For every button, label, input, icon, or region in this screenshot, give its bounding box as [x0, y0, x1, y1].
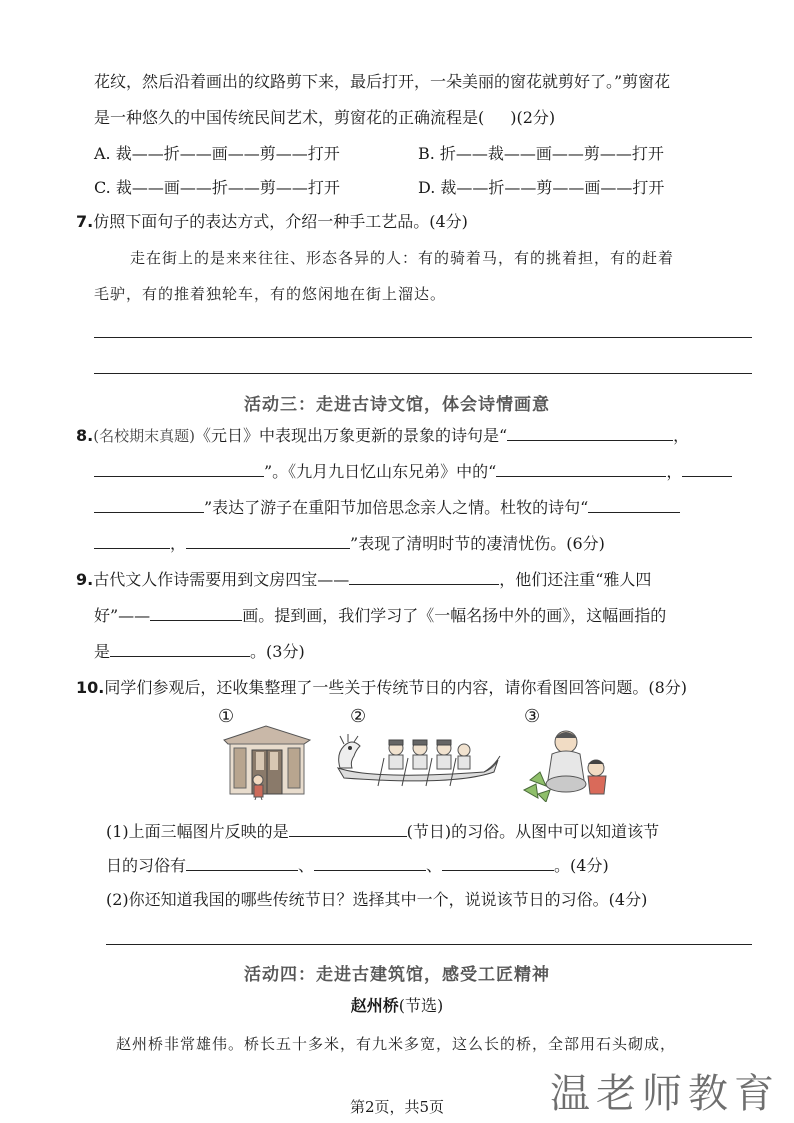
picture-label-2: ②	[350, 706, 367, 727]
q6-option-a: A. 裁——折——画——剪——打开	[94, 144, 340, 163]
q8-text1: 《元日》中表现出万象更新的景象的诗句是“	[194, 426, 508, 445]
passage-title-note: (节选)	[398, 996, 444, 1015]
q9-text2: ，他们还注重“雅人四	[499, 570, 652, 589]
q8-text4: ”表现了清明时节的凄清忧伤。(6分)	[350, 534, 605, 553]
festival-picture-2-dragon-boat	[334, 728, 502, 790]
picture-label-1: ①	[218, 706, 235, 727]
passage-line1: 赵州桥非常雄伟。桥长五十多米，有九米多宽，这么长的桥，全部用石头砌成，	[116, 1035, 677, 1053]
q6-option-c: C. 裁——画——折——剪——打开	[94, 178, 340, 197]
q10-sep1: 、	[298, 856, 315, 875]
picture-label-3: ③	[524, 706, 541, 727]
q9-blank-2[interactable]	[150, 606, 242, 621]
q8-text3: ”表达了游子在重阳节加倍思念亲人之情。杜牧的诗句“	[204, 498, 589, 517]
q8-number: 8.	[76, 426, 94, 445]
q6-line1: 花纹，然后沿着画出的纹路剪下来，最后打开，一朵美丽的窗花就剪好了。”剪窗花	[94, 72, 671, 91]
q9-line2	[94, 606, 666, 626]
q10-prompt	[76, 678, 687, 698]
festival-picture-1	[218, 722, 314, 800]
q9-text6: 。(3分)	[250, 642, 305, 661]
q8-comma2: ，	[666, 462, 683, 481]
passage-title: 赵州桥	[350, 996, 399, 1015]
q10-sub1-line1	[106, 822, 659, 842]
q7-sample-line1: 走在街上的是来来往往、形态各异的人：有的骑着马，有的挑着担，有的赶着	[130, 249, 675, 267]
q9-blank-1[interactable]	[349, 570, 499, 585]
q9-text1: 古代文人作诗需要用到文房四宝——	[93, 570, 350, 589]
q8-blank-1[interactable]	[507, 426, 673, 441]
q6-line2	[94, 108, 555, 128]
festival-picture-3-zongzi	[520, 724, 612, 802]
q8-text2: ”。《九月九日忆山东兄弟》中的“	[264, 462, 497, 481]
q7-sample-line2: 毛驴，有的推着独轮车，有的悠闲地在街上溜达。	[94, 285, 447, 303]
q10-sub2: (2)你还知道我国的哪些传统节日？选择其中一个，说说该节日的习俗。(4分)	[106, 890, 648, 909]
q9-text5: 是	[94, 642, 111, 661]
q10-sub1-score: 。(4分)	[554, 856, 609, 875]
q7-answer-line-2[interactable]	[94, 373, 752, 374]
q7-prompt	[76, 212, 468, 232]
q10-text: 同学们参观后，还收集整理了一些关于传统节日的内容，请你看图回答问题。(8分)	[104, 678, 688, 697]
q9-text4: 画。提到画，我们学习了《一幅名扬中外的画》，这幅画指的	[242, 606, 667, 625]
q9-line1	[76, 570, 651, 590]
q8-blank-2[interactable]	[94, 462, 264, 477]
q10-blank-custom-1[interactable]	[186, 856, 298, 871]
q10-sep2: 、	[426, 856, 443, 875]
q8-blank-3[interactable]	[496, 462, 666, 477]
q8-blank-6[interactable]	[186, 534, 350, 549]
q10-sub1-line2	[106, 856, 609, 876]
q8-comma1: ，	[673, 426, 690, 445]
q10-answer-line[interactable]	[106, 944, 752, 945]
q7-answer-line-1[interactable]	[94, 337, 752, 338]
q8-line4	[94, 534, 605, 554]
activity3-heading: 活动三：走进古诗文馆，体会诗情画意	[244, 395, 550, 415]
q9-number: 9.	[76, 570, 94, 589]
q6-stem: 是一种悠久的中国传统民间艺术，剪窗花的正确流程是(	[94, 108, 485, 127]
q6-option-b: B. 折——裁——画——剪——打开	[418, 144, 664, 163]
q8-blank-4a[interactable]	[682, 462, 732, 477]
q8-line1	[76, 426, 689, 446]
q8-blank-4b[interactable]	[94, 498, 204, 513]
q10-blank-festival[interactable]	[289, 822, 407, 837]
q6-answer-slot[interactable]	[484, 109, 510, 123]
q8-blank-5b[interactable]	[94, 534, 170, 549]
q6-score: )(2分)	[510, 108, 556, 127]
q9-line3	[94, 642, 305, 662]
q10-sub1-text3: 日的习俗有	[106, 856, 187, 875]
page-number: 第2页，共5页	[349, 1098, 445, 1116]
q7-text: 仿照下面句子的表达方式，介绍一种手工艺品。(4分)	[93, 212, 468, 231]
q6-option-d: D. 裁——折——剪——画——打开	[418, 178, 665, 197]
q10-sub1-text2: (节日)的习俗。从图中可以知道该节	[406, 822, 660, 841]
q8-tag: (名校期末真题)	[93, 427, 195, 445]
q9-text3: 好”——	[94, 606, 151, 625]
q8-blank-5a[interactable]	[588, 498, 680, 513]
q10-blank-custom-3[interactable]	[442, 856, 554, 871]
q10-blank-custom-2[interactable]	[314, 856, 426, 871]
activity4-heading: 活动四：走进古建筑馆，感受工匠精神	[244, 965, 550, 985]
q8-line2	[94, 462, 732, 482]
q7-number: 7.	[76, 212, 94, 231]
q8-line3	[94, 498, 680, 518]
q10-sub1-text1: (1)上面三幅图片反映的是	[106, 822, 289, 841]
passage-title-row	[0, 996, 794, 1016]
q10-number: 10.	[76, 678, 105, 697]
watermark: 温老师教育	[550, 1071, 780, 1117]
q9-blank-3[interactable]	[110, 642, 250, 657]
q8-comma3: ，	[170, 534, 187, 553]
